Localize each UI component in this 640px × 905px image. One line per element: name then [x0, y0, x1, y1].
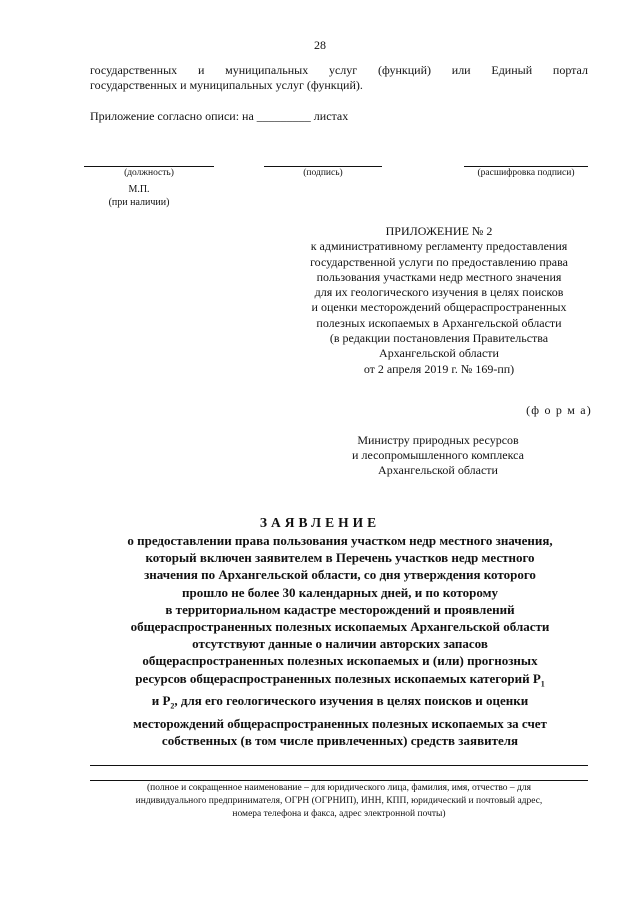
position-caption: (должность) — [124, 168, 174, 178]
intro-word: услуг — [328, 63, 358, 77]
signature-caption: (подпись) — [303, 168, 343, 178]
position-signature-line — [84, 166, 214, 167]
decoding-caption: (расшифровка подписи) — [477, 168, 575, 178]
applicant-caption — [90, 782, 588, 821]
intro-word: (функций) — [378, 63, 431, 77]
form-label: (ф о р м а) — [526, 403, 592, 417]
statement-line: собственных (в том числе привлеченных) средств заявителя — [161, 733, 519, 749]
statement-line: общераспространенных полезных ископаемых и (или) прогнозных — [142, 653, 538, 669]
appendix-block — [290, 224, 588, 377]
statement-title: ЗАЯВЛЕНИЕ — [259, 515, 381, 530]
appendix-line: к административному регламенту предоставления — [310, 239, 568, 254]
attachment-note: Приложение согласно описи: на _________ листах — [90, 109, 349, 123]
appendix-line: пользования участками недр местного значения — [316, 269, 562, 284]
intro-word: Единый — [491, 63, 533, 77]
appendix-line: и оценки месторождений общераспространенных — [311, 300, 567, 315]
statement-line: месторождений общераспространенных полезных ископаемых за счет — [133, 716, 547, 732]
intro-word: или — [451, 63, 471, 77]
statement-line — [90, 692, 590, 715]
appendix-heading: ПРИЛОЖЕНИЕ № 2 — [385, 224, 493, 238]
statement-line: значения по Архангельской области, со дня утверждения которого — [144, 567, 536, 583]
addressee-line: Министру природных ресурсов — [357, 433, 519, 447]
intro-line-2: государственных и муниципальных услуг (функций). — [90, 78, 363, 92]
appendix-line: Архангельской области — [379, 346, 499, 361]
stamp-label: М.П. — [128, 184, 150, 195]
intro-word: и — [197, 63, 205, 77]
statement-line: который включен заявителем в Перечень участков недр местного — [145, 550, 535, 566]
intro-line-1 — [90, 63, 588, 78]
decoding-signature-line — [464, 166, 588, 167]
applicant-fill-line — [90, 765, 588, 766]
signature-line — [264, 166, 382, 167]
statement-line: отсутствуют данные о наличии авторских запасов — [192, 636, 488, 652]
intro-word: государственных — [90, 63, 178, 77]
appendix-line: (в редакции постановления Правительства — [329, 331, 549, 346]
addressee-line: и лесопромышленного комплекса — [352, 448, 524, 462]
statement-line — [90, 670, 590, 693]
statement-subject — [90, 532, 590, 750]
intro-paragraph — [90, 63, 588, 93]
statement-line-text: ресурсов общераспространенных полезных ископаемых категорий Р — [135, 670, 541, 686]
stamp-note — [90, 183, 188, 209]
page-number: 28 — [314, 38, 326, 52]
caption-line: (полное и сокращенное наименование – для юридического лица, фамилия, имя, отчество – для — [146, 783, 531, 793]
category-subscript: 1 — [540, 679, 545, 689]
category-subscript: 2 — [170, 702, 175, 712]
applicant-fill-line — [90, 780, 588, 781]
caption-line: номера телефона и факса, адрес электронной почты) — [232, 809, 446, 819]
appendix-line: государственной услуги по предоставлению права — [310, 254, 568, 269]
statement-line: в территориальном кадастре месторождений и проявлений — [165, 601, 515, 617]
statement-line: прошло не более 30 календарных дней, и по которому — [182, 584, 498, 600]
caption-line: индивидуального предпринимателя, ОГРН (ОГРНИП), ИНН, КПП, юридический и почтовый адрес, — [135, 796, 543, 806]
addressee-line: Архангельской области — [378, 463, 498, 477]
appendix-line: полезных ископаемых в Архангельской области — [316, 315, 562, 330]
statement-line: о предоставлении права пользования участком недр местного значения, — [127, 533, 553, 548]
stamp-condition: (при наличии) — [108, 197, 170, 208]
appendix-line: от 2 апреля 2019 г. № 169-пп) — [363, 361, 515, 376]
appendix-line: для их геологического изучения в целях поисков — [314, 285, 564, 300]
intro-word: муниципальных — [225, 63, 309, 77]
intro-word: портал — [552, 63, 588, 77]
addressee-block — [338, 433, 538, 478]
statement-line: общераспространенных полезных ископаемых Архангельской области — [130, 619, 550, 635]
statement-line-text: и Р — [151, 693, 171, 709]
statement-line-text: , для его геологического изучения в целях поисков и оценки — [174, 693, 529, 709]
